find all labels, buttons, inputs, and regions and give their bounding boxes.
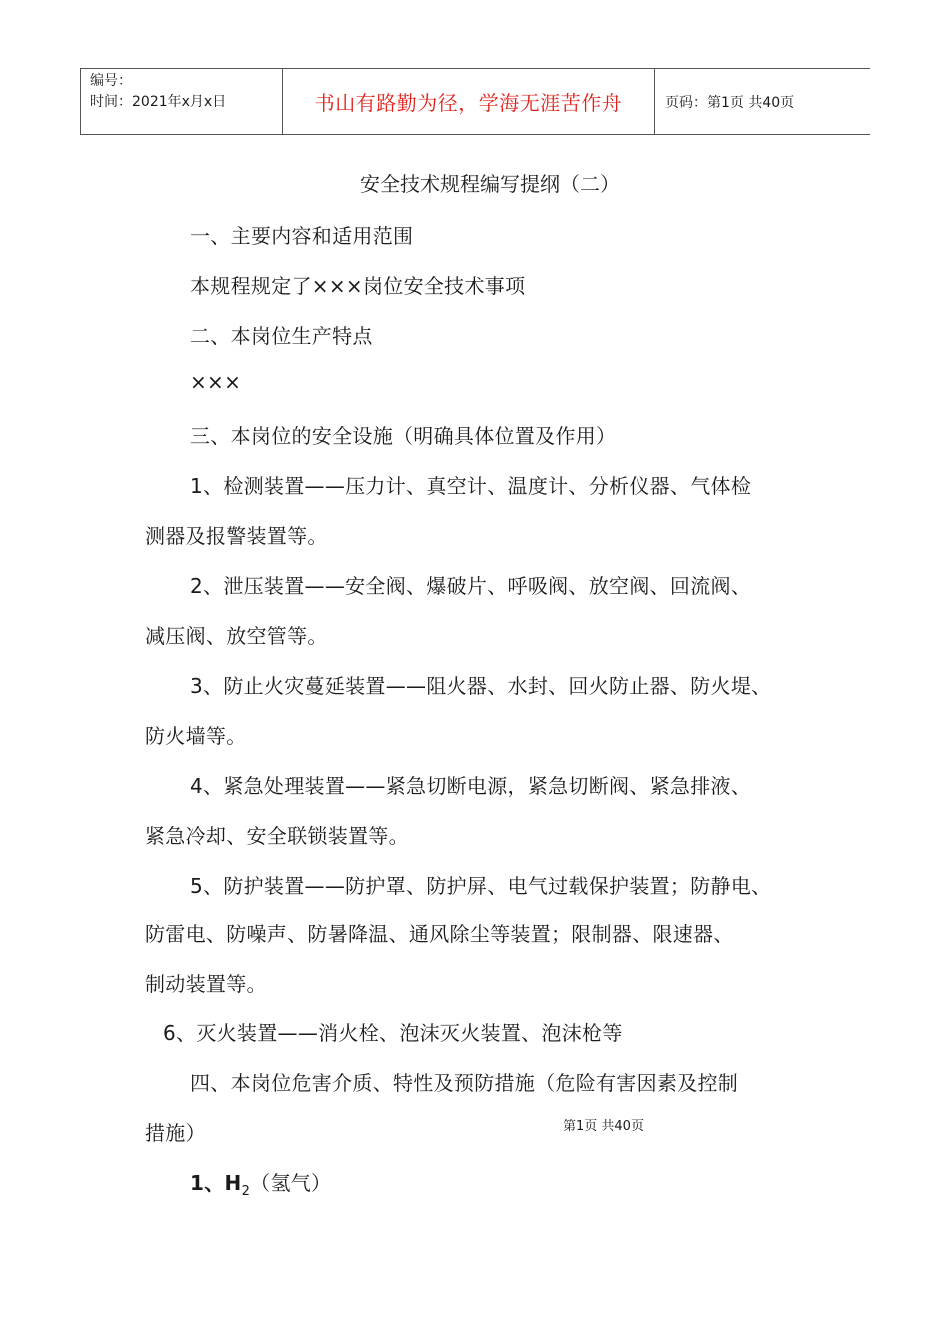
header-table: [80, 68, 870, 135]
list-item-4-cont: 紧急冷却、安全联锁装置等。: [145, 824, 409, 848]
subsection-heading-h2: [190, 1167, 331, 1199]
header-page-cell: [655, 69, 870, 134]
formula-subscript: 2: [241, 1184, 251, 1199]
paragraph-line: ×××: [190, 370, 242, 394]
number-label: 编号：: [90, 73, 132, 89]
header-motto-cell: [283, 69, 655, 134]
motto-text: 书山有路勤为径，学海无涯苦作舟: [314, 91, 623, 115]
footer-page-number: 第1页 共40页: [563, 1119, 644, 1134]
list-item-5-cont-2: 制动装置等。: [145, 972, 267, 996]
list-item-3-cont: 防火墙等。: [145, 724, 247, 748]
section-heading-4: 四、本岗位危害介质、特性及预防措施（危险有害因素及控制: [190, 1071, 739, 1095]
page-label: 页码：第1页 共40页: [665, 94, 795, 111]
subsection-number: 1、: [190, 1171, 225, 1195]
list-item-1-cont: 测器及报警装置等。: [145, 524, 328, 548]
list-item-5: 5、防护装置——防护罩、防护屏、电气过载保护装置；防静电、: [190, 874, 772, 898]
substance-name: （氢气）: [250, 1171, 332, 1195]
list-item-2-cont: 减压阀、放空管等。: [145, 624, 328, 648]
list-item-3: 3、防止火灾蔓延装置——阻火器、水封、回火防止器、防火堤、: [190, 674, 772, 698]
paragraph-line: 本规程规定了×××岗位安全技术事项: [190, 274, 526, 298]
list-item-2: 2、泄压装置——安全阀、爆破片、呼吸阀、放空阀、回流阀、: [190, 574, 752, 598]
section-heading-4-cont: 措施）: [145, 1121, 206, 1145]
document-title: 安全技术规程编写提纲（二）: [360, 172, 620, 196]
header-left-cell: [81, 69, 283, 134]
list-item-1: 1、检测装置——压力计、真空计、温度计、分析仪器、气体检: [190, 474, 752, 498]
list-item-4: 4、紧急处理装置——紧急切断电源，紧急切断阀、紧急排液、: [190, 774, 752, 798]
list-item-5-cont: 防雷电、防噪声、防暑降温、通风除尘等装置；限制器、限速器、: [145, 922, 734, 946]
section-heading-3: 三、本岗位的安全设施（明确具体位置及作用）: [190, 424, 617, 448]
formula-main: H: [224, 1171, 242, 1195]
list-item-6: 6、灭火装置——消火栓、泡沫灭火装置、泡沫枪等: [163, 1021, 623, 1045]
time-label: 时间：2021年x月x日: [90, 94, 227, 110]
section-heading-2: 二、本岗位生产特点: [190, 324, 373, 348]
section-heading-1: 一、主要内容和适用范围: [190, 224, 414, 248]
